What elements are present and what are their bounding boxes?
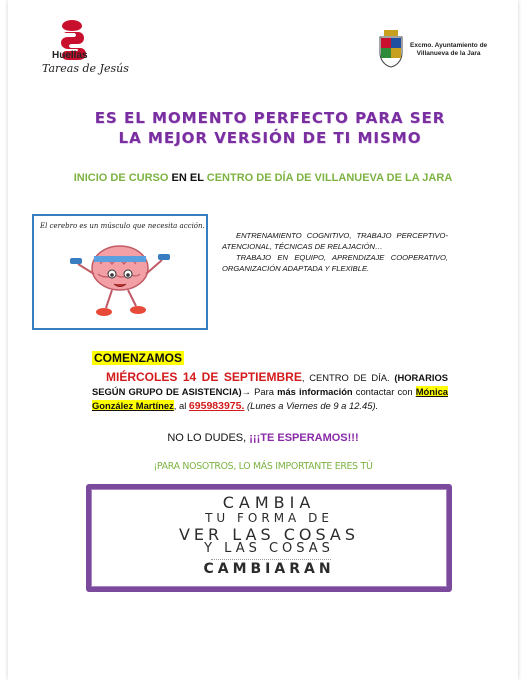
activities-text [222, 230, 448, 274]
contact-name: Mónica González Martínez [92, 386, 449, 411]
cambia-quote-box [86, 484, 452, 592]
headline-line-1: ES EL MOMENTO PERFECTO PARA SER [94, 109, 446, 127]
cambia-line-5: CAMBIARAN [203, 561, 335, 577]
ayuntamiento-label: Excmo. Ayuntamiento de Villanueva de la Jara [410, 42, 488, 57]
brain-caption: El cerebro es un músculo que necesita acción. [40, 222, 205, 230]
huellas-logo-subtitle: Tareas de Jesús [42, 62, 129, 75]
course-start-line: INICIO DE CURSO EN EL CENTRO DE DÍA DE VILLANUEVA DE LA JARA [73, 172, 453, 184]
activities-paragraph-1: ENTRENAMIENTO COGNITIVO, TRABAJO PERCEPTIVO-ATENCIONAL, TÉCNICAS DE RELAJACIÓN… [222, 231, 448, 251]
contact-phone: 695983975. [188, 400, 245, 412]
huellas-logo-text: Huellas [52, 50, 88, 61]
coat-of-arms-icon [378, 30, 404, 68]
cambia-line-4: Y LAS COSAS [204, 541, 334, 556]
no-lo-dudes-line: NO LO DUDES, ¡¡¡TE ESPERAMOS!!! [167, 432, 359, 444]
cambia-line-1: CAMBIA [222, 493, 316, 512]
headline-line-2: LA MEJOR VERSIÓN DE TI MISMO [118, 129, 422, 147]
headline [60, 108, 480, 148]
start-date: MIÉRCOLES 14 DE SEPTIEMBRE [106, 370, 302, 384]
start-info: MIÉRCOLES 14 DE SEPTIEMBRE, CENTRO DE DÍA. (HORARIOS SEGÚN GRUPO DE ASISTENCIA)→ Para más información contactar con Mónica González Martínez, al 695983975. (Lunes a Viernes de 9 a 12.45). [92, 370, 449, 412]
comenzamos-label: COMENZAMOS [94, 351, 182, 365]
brain-exercising-icon [60, 234, 180, 324]
para-nosotros-line: ¡PARA NOSOTROS, LO MÁS IMPORTANTE ERES TÚ [153, 461, 373, 472]
activities-paragraph-2: TRABAJO EN EQUIPO, APRENDIZAJE COOPERATIVO, ORGANIZACIÓN ADAPTADA Y FLEXIBLE. [222, 253, 448, 273]
cambia-line-2: TU FORMA DE [205, 511, 333, 525]
cambia-line-3: VER LAS COSAS [178, 525, 360, 544]
brain-illustration [32, 214, 208, 330]
